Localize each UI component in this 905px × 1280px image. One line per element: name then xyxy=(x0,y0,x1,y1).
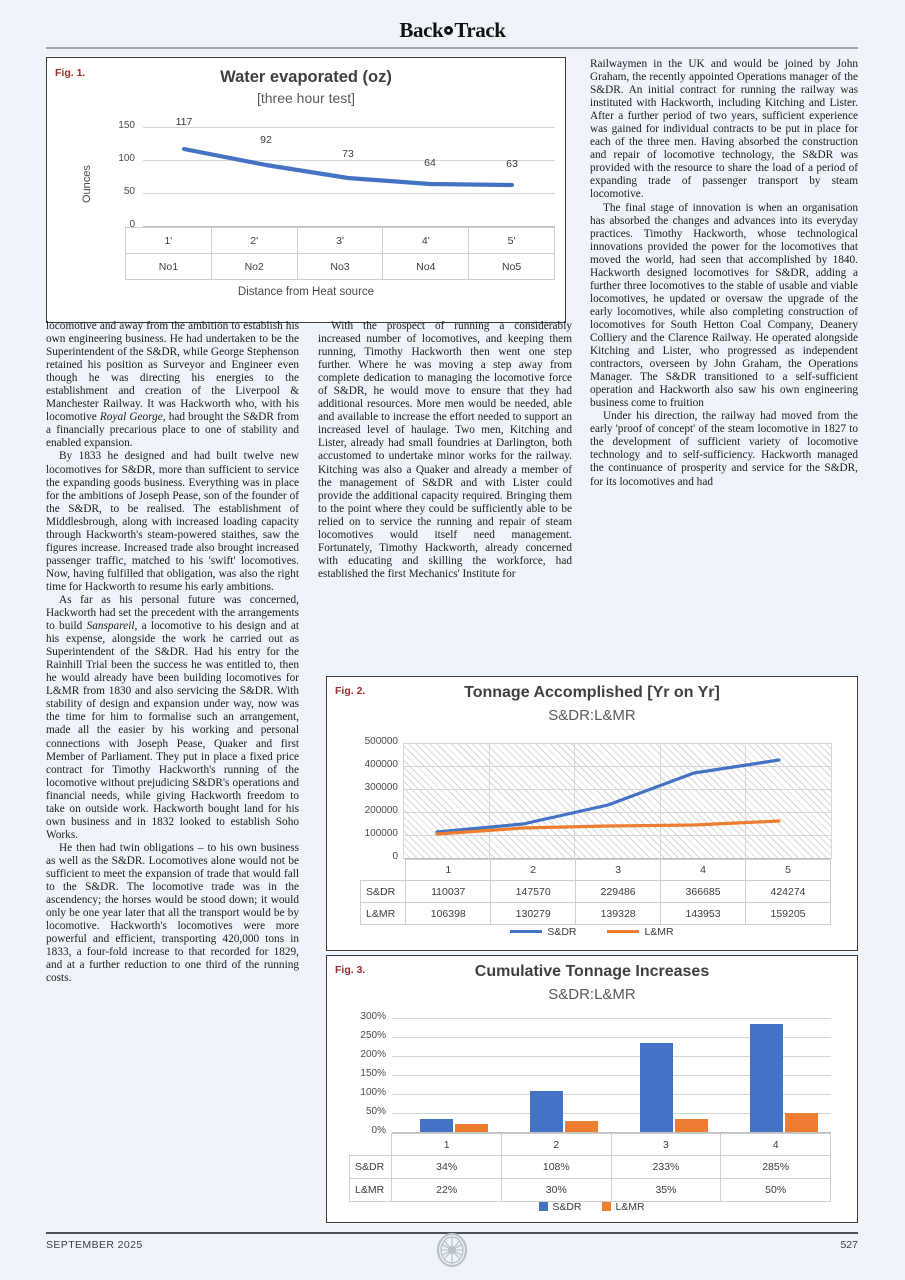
fig2-ytick-200000: 200000 xyxy=(364,805,398,816)
fig2-data-table xyxy=(360,859,831,925)
footer-page-number: 527 xyxy=(840,1239,858,1251)
fig2-row-header-lmr: L&MR xyxy=(361,903,406,925)
masthead xyxy=(0,18,905,44)
fig1-cat-3: 3' xyxy=(297,228,383,254)
fig1-data-label: 92 xyxy=(260,134,272,146)
fig2-cat-1: 1 xyxy=(406,860,491,881)
fig3-sdr-4: 285% xyxy=(721,1156,831,1179)
table-row xyxy=(126,254,555,280)
table-row xyxy=(126,228,555,254)
fig1-y-axis-title: Ounces xyxy=(81,165,93,203)
fig1-cat-4: 4' xyxy=(383,228,469,254)
line-swatch-icon xyxy=(607,930,639,933)
fig3-lmr-3: 35% xyxy=(611,1179,721,1202)
fig2-legend-label-sdr: S&DR xyxy=(547,926,577,938)
fig3-ytick-150: 150% xyxy=(360,1068,386,1079)
masthead-word-back: Back xyxy=(399,18,444,42)
fig3-corner-cell xyxy=(350,1134,392,1156)
fig1-data-label: 63 xyxy=(506,158,518,170)
fig3-legend-item-lmr xyxy=(602,1201,644,1213)
fig3-ytick-0: 0% xyxy=(371,1125,386,1136)
fig2-cat-3: 3 xyxy=(576,860,661,881)
fig3-title: Cumulative Tonnage Increases xyxy=(474,963,710,980)
fig2-cat-4: 4 xyxy=(661,860,746,881)
fig1-title: Water evaporated (oz) xyxy=(220,68,392,86)
fig3-cat-1: 1 xyxy=(392,1134,502,1156)
fig2-legend xyxy=(327,926,857,938)
fig3-ytick-50: 50% xyxy=(365,1106,386,1117)
fig3-cat-2: 2 xyxy=(501,1134,611,1156)
table-row xyxy=(350,1179,831,1202)
wheel-dot-icon xyxy=(444,26,453,35)
fig1-subtitle: [three hour test] xyxy=(256,90,356,106)
fig3-sdr-2: 108% xyxy=(501,1156,611,1179)
fig2-sdr-2: 147570 xyxy=(491,881,576,903)
text-column-3 xyxy=(590,58,858,489)
page-footer xyxy=(46,1236,858,1262)
fig2-series-sdr-line xyxy=(437,760,779,832)
fig3-legend-item-sdr xyxy=(539,1201,581,1213)
fig3-data-table xyxy=(349,1133,831,1202)
fig3-bar-sdr-3 xyxy=(640,1043,673,1132)
fig2-cat-2: 2 xyxy=(491,860,576,881)
fig3-ytick-250: 250% xyxy=(360,1030,386,1041)
fig3-bar-lmr-3 xyxy=(675,1119,708,1132)
paragraph: locomotive and away from the ambition to establish his own engineering business. He had undertaken to be the Superintendent of the S&DR, while George Stephenson retained his position as Surveyor and Engineer even though he was directing his energies to the establishment and creation of the Liverpool & Manchester Railway. It was Hackworth who, with his locomotive Royal George, had brought the S&DR from a financially precarious place to one of stability and enabled expansion. xyxy=(46,320,299,450)
fig1-ytick-150: 150 xyxy=(118,120,135,131)
fig2-title: Tonnage Accomplished [Yr on Yr] xyxy=(464,684,720,701)
line-swatch-icon xyxy=(510,930,542,933)
fig2-ytick-0: 0 xyxy=(392,851,398,862)
fig3-bar-lmr-1 xyxy=(455,1124,488,1132)
fig1-ytick-50: 50 xyxy=(123,186,135,197)
fig2-sdr-1: 110037 xyxy=(406,881,491,903)
figure-2-label: Fig. 2. xyxy=(335,685,366,697)
fig2-sdr-4: 366685 xyxy=(661,881,746,903)
fig1-x-axis-title: Distance from Heat source xyxy=(237,286,375,298)
fig1-cat-2: 2' xyxy=(211,228,297,254)
fig3-gridline xyxy=(392,1018,831,1019)
masthead-title xyxy=(399,18,505,43)
fig2-ytick-300000: 300000 xyxy=(364,782,398,793)
paragraph: The final stage of innovation is when an organisation has absorbed the changes and advances into its everyday practices. Timothy Hackworth, whose technological innovations provided the power for the locomotives that moved the world, had seen that accomplished by 1840. Hackworth designed locomotives for S&DR, adding a further three locomotives to the stable of usable and viable locomotives, he updated or oversaw the upgrade of the early locomotives, while also completing construction of locomotives for South Hetton Coal Company, Deanery Colliery and the Clarence Railway. He operated alongside Kitching and Lister, who progressed as independent contractors, overseen by John Graham, the Operations Manager. The S&DR transitioned to a self-sufficient operation and Hackworth also saw his own engineering business come to fruition xyxy=(590,201,858,410)
fig3-legend-label-lmr: L&MR xyxy=(615,1201,645,1213)
header-rule xyxy=(46,47,858,49)
fig3-bar-lmr-2 xyxy=(565,1121,598,1132)
fig1-plot xyxy=(47,58,567,324)
fig2-legend-label-lmr: L&MR xyxy=(644,926,674,938)
fig2-legend-item-sdr xyxy=(510,926,576,938)
fig3-lmr-1: 22% xyxy=(392,1179,502,1202)
square-swatch-icon xyxy=(602,1202,611,1211)
fig2-lmr-4: 143953 xyxy=(661,903,746,925)
figure-1 xyxy=(46,57,566,323)
fig1-ytick-0: 0 xyxy=(129,219,135,230)
fig2-ytick-400000: 400000 xyxy=(364,759,398,770)
fig3-row-header-lmr: L&MR xyxy=(350,1179,392,1202)
paragraph: Under his direction, the railway had moved from the early 'proof of concept' of the steam locomotive in 1827 to the development of sufficient variety of locomotive technology and to self-sufficiency. Hackworth managed the continuance of prosperity and service for the S&DR, for its locomotives and had xyxy=(590,410,858,488)
paragraph: Railwaymen in the UK and would be joined by John Graham, the recently appointed Operations manager of the S&DR. An initial contract for running the railway was instituted with Hackworth, including Kitching and Lister. After a further period of two years, sufficient experience was gained for individual contracts to be put in place for each of the three men. Having absorbed the construction and repair of locomotive technology, the S&DR was provided with the resource to share the load of a period of expanding trade of passenger transport by steam locomotive. xyxy=(590,58,858,201)
fig2-lmr-1: 106398 xyxy=(406,903,491,925)
table-row xyxy=(361,881,831,903)
fig3-row-header-sdr: S&DR xyxy=(350,1156,392,1179)
paragraph: By 1833 he designed and had built twelve new locomotives for S&DR, more than sufficient to service the expanding goods business. Everything was in place for the ambitions of Joseph Pease, son of the founder of the S&DR, to be realised. The establishment of Middlesbrough, along with increased loading capacity through Hackworth's steam-powered staithes, saw the figures increase. Increased trade also brought increased passenger traffic, matched to his 'swift' locomotives. Now, having fulfilled that obligation, was also the right time for Hackworth to resume his early ambitions. xyxy=(46,450,299,593)
fig1-ytick-100: 100 xyxy=(118,153,135,164)
fig3-sdr-3: 233% xyxy=(611,1156,721,1179)
figure-2 xyxy=(326,676,858,951)
fig3-sdr-1: 34% xyxy=(392,1156,502,1179)
fig1-row2-4: No4 xyxy=(383,254,469,280)
fig3-ytick-100: 100% xyxy=(360,1087,386,1098)
fig3-cat-4: 4 xyxy=(721,1134,831,1156)
fig3-bar-sdr-4 xyxy=(750,1024,783,1132)
fig2-lmr-2: 130279 xyxy=(491,903,576,925)
fig1-row2-1: No1 xyxy=(126,254,212,280)
fig3-bar-lmr-4 xyxy=(785,1113,818,1132)
fig2-ytick-500000: 500000 xyxy=(364,736,398,747)
paragraph: As far as his personal future was concerned, Hackworth had set the precedent with the arrangements to build Sanspareil, a locomotive to his design and at his expense, alongside the work he carried out as Superintendent of the S&DR. Had his entry for the Rainhill Trial been the success he was entitled to, then he would already have been building locomotives for L&MR from 1830 and also servicing the S&DR. With stability of design and expansion under way, now was the time for him to formalise such an arrangement, made all the easier by his working and personal connections with Joseph Pease, Quaker and first Member of Parliament. They put in place a fixed price contract for Timothy Hackworth's running of the locomotive without prejudicing S&DR's operations and financial needs, while giving Hackworth freedom to take on outside work. Hackworth bought land for his own business and in 1832 looked to establish Soho Works. xyxy=(46,593,299,841)
figure-1-label: Fig. 1. xyxy=(55,67,86,79)
table-row xyxy=(350,1156,831,1179)
fig2-cat-5: 5 xyxy=(746,860,831,881)
fig1-row2-3: No3 xyxy=(297,254,383,280)
figure-3 xyxy=(326,955,858,1223)
fig1-data-label: 64 xyxy=(424,157,436,169)
fig2-sdr-3: 229486 xyxy=(576,881,661,903)
fig1-row2-2: No2 xyxy=(211,254,297,280)
fig1-cat-5: 5' xyxy=(469,228,555,254)
fig1-row2-5: No5 xyxy=(469,254,555,280)
fig3-cat-3: 3 xyxy=(611,1134,721,1156)
fig2-sdr-5: 424274 xyxy=(746,881,831,903)
paragraph: He then had twin obligations – to his own business as well as the S&DR. Locomotives alone would not be sufficient to meet the expansion of trade that would fall to the S&DR. The locomotive trade was in the ascendency; the horses would be stood down; it would only be one year later that all the transport would be by locomotive. Hackworth's locomotives were more powerful and efficient, transporting 420,000 tons in 1833, a four-fold increase to that recorded for 1829, and at a further reduction to one third of the running costs. xyxy=(46,841,299,985)
fig2-legend-item-lmr xyxy=(607,926,673,938)
fig3-lmr-4: 50% xyxy=(721,1179,831,1202)
fig3-bar-sdr-1 xyxy=(420,1119,453,1132)
fig3-bar-sdr-2 xyxy=(530,1091,563,1132)
paragraph: With the prospect of running a considerably increased number of locomotives, and keeping them running, Timothy Hackworth then went one step further. Where he was moving a step away from complete dedication to managing the locomotive force of S&DR, he would move to ensure that they had additional resources. More men would be needed, able and available to increase the effort needed to support an increased level of haulage. Two men, Kitching and Lister, already had small foundries at Darlington, both accustomed to undertake minor works for the railway. Kitching was also a Quaker and already a member of the management of S&DR and with Lister could provide the additional capacity required. Bringing them to the point where they could be sufficiently able to be relied on to service the running and repair of steam locomotives would itself need management. Fortunately, Timothy Hackworth, already concerned with educating and skilling the workforce, had established the first Mechanics' Institute for xyxy=(318,320,572,580)
text-column-1 xyxy=(46,320,299,985)
fig2-subtitle: S&DR:L&MR xyxy=(548,707,636,724)
table-row xyxy=(361,860,831,881)
fig1-data-label: 117 xyxy=(175,116,193,128)
footer-issue-date: SEPTEMBER 2025 xyxy=(46,1239,143,1251)
fig3-ytick-300: 300% xyxy=(360,1011,386,1022)
fig1-category-table xyxy=(125,227,555,280)
italic-loco-name: Royal George, xyxy=(99,411,166,424)
italic-loco-name: Sanspareil, xyxy=(86,620,138,633)
fig3-lmr-2: 30% xyxy=(501,1179,611,1202)
fig3-ytick-200: 200% xyxy=(360,1049,386,1060)
text-column-2 xyxy=(318,320,572,581)
fig1-data-label: 73 xyxy=(342,148,354,160)
fig3-legend xyxy=(327,1201,857,1213)
table-row xyxy=(361,903,831,925)
fig2-lmr-5: 159205 xyxy=(746,903,831,925)
fig1-cat-1: 1' xyxy=(126,228,212,254)
fig2-ytick-100000: 100000 xyxy=(364,828,398,839)
masthead-word-track: Track xyxy=(454,18,506,42)
spoked-wheel-icon xyxy=(436,1232,468,1273)
figure-3-label: Fig. 3. xyxy=(335,964,366,976)
fig3-legend-label-sdr: S&DR xyxy=(552,1201,582,1213)
fig2-corner-cell xyxy=(361,860,406,881)
fig3-subtitle: S&DR:L&MR xyxy=(548,986,636,1003)
fig2-row-header-sdr: S&DR xyxy=(361,881,406,903)
table-row xyxy=(350,1134,831,1156)
fig2-lmr-3: 139328 xyxy=(576,903,661,925)
square-swatch-icon xyxy=(539,1202,548,1211)
